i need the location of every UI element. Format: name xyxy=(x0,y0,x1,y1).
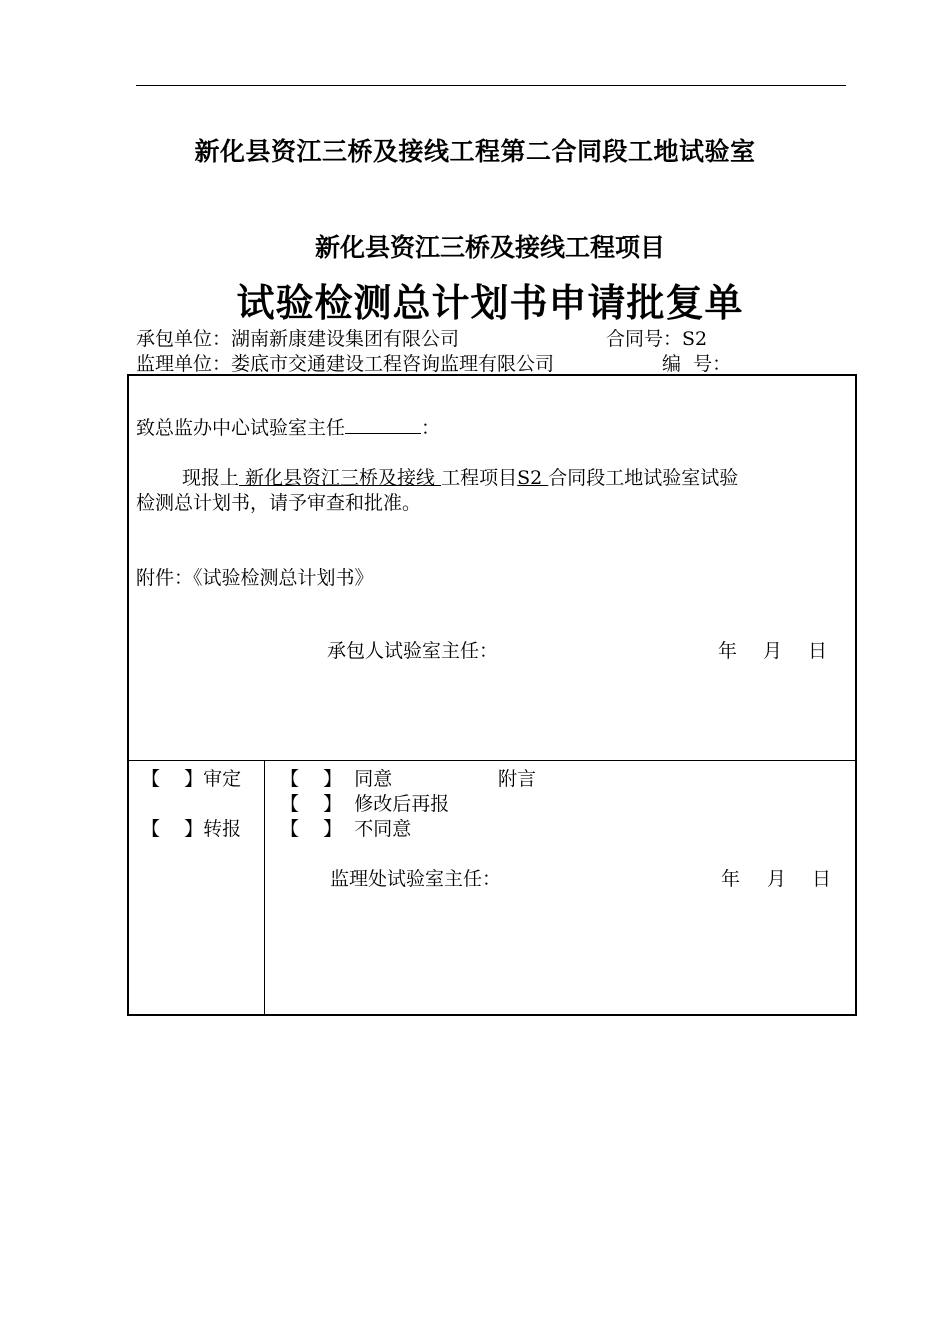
serial-label: 编 号： xyxy=(662,353,732,375)
supervisor-date-month: 月 xyxy=(767,868,787,890)
contractor-label: 承包单位： xyxy=(136,328,232,350)
report-suffix: 合同段工地试验室试验 xyxy=(548,467,739,489)
report-section: S2 xyxy=(517,467,549,489)
supervisor-label: 监理单位： xyxy=(136,353,232,375)
addressee-blank[interactable] xyxy=(345,415,421,434)
report-prefix: 现报上 xyxy=(182,467,240,489)
contractor-signer: 承包人试验室主任： xyxy=(327,640,499,662)
supervisor-signer: 监理处试验室主任： xyxy=(330,868,502,890)
contractor-value: 湖南新康建设集团有限公司 xyxy=(231,328,460,350)
addressee-text: 致总监办中心试验室主任 xyxy=(136,417,346,439)
addressee-colon: ： xyxy=(421,417,441,439)
supervisor-row xyxy=(136,349,554,376)
remark-label: 附言 xyxy=(498,768,537,790)
supervisor-date-day: 日 xyxy=(812,868,832,890)
addressee-line xyxy=(136,413,440,440)
table-divider-horizontal xyxy=(127,760,855,761)
project-title: 新化县资江三桥及接线工程项目 xyxy=(314,233,665,262)
contractor-date-year: 年 xyxy=(718,640,738,662)
header-rule xyxy=(136,85,846,86)
report-project: 新化县资江三桥及接线 xyxy=(239,467,442,489)
supervisor-value: 娄底市交通建设工程咨询监理有限公司 xyxy=(231,353,555,375)
action-forward[interactable]: 【 】转报 xyxy=(141,818,242,840)
report-line-2: 检测总计划书，请予审查和批准。 xyxy=(136,492,422,514)
contractor-date-month: 月 xyxy=(763,640,783,662)
option-agree[interactable]: 【 】 同意 xyxy=(280,768,393,790)
contractor-date-day: 日 xyxy=(808,640,828,662)
contract-no-row xyxy=(606,324,707,351)
report-line-1 xyxy=(182,463,738,490)
contract-no-label: 合同号： xyxy=(606,328,683,350)
form-title: 试验检测总计划书申请批复单 xyxy=(236,281,744,325)
attachment-line: 附件：《试验检测总计划书》 xyxy=(136,567,374,589)
action-review[interactable]: 【 】审定 xyxy=(141,768,242,790)
supervisor-date-year: 年 xyxy=(721,868,741,890)
org-title: 新化县资江三桥及接线工程第二合同段工地试验室 xyxy=(194,137,756,166)
contract-no-value: S2 xyxy=(682,328,708,350)
option-disagree[interactable]: 【 】 不同意 xyxy=(280,818,412,840)
contractor-row xyxy=(136,324,459,351)
table-divider-vertical xyxy=(264,760,265,1014)
report-mid: 工程项目 xyxy=(441,467,518,489)
option-resubmit[interactable]: 【 】 修改后再报 xyxy=(280,793,450,815)
